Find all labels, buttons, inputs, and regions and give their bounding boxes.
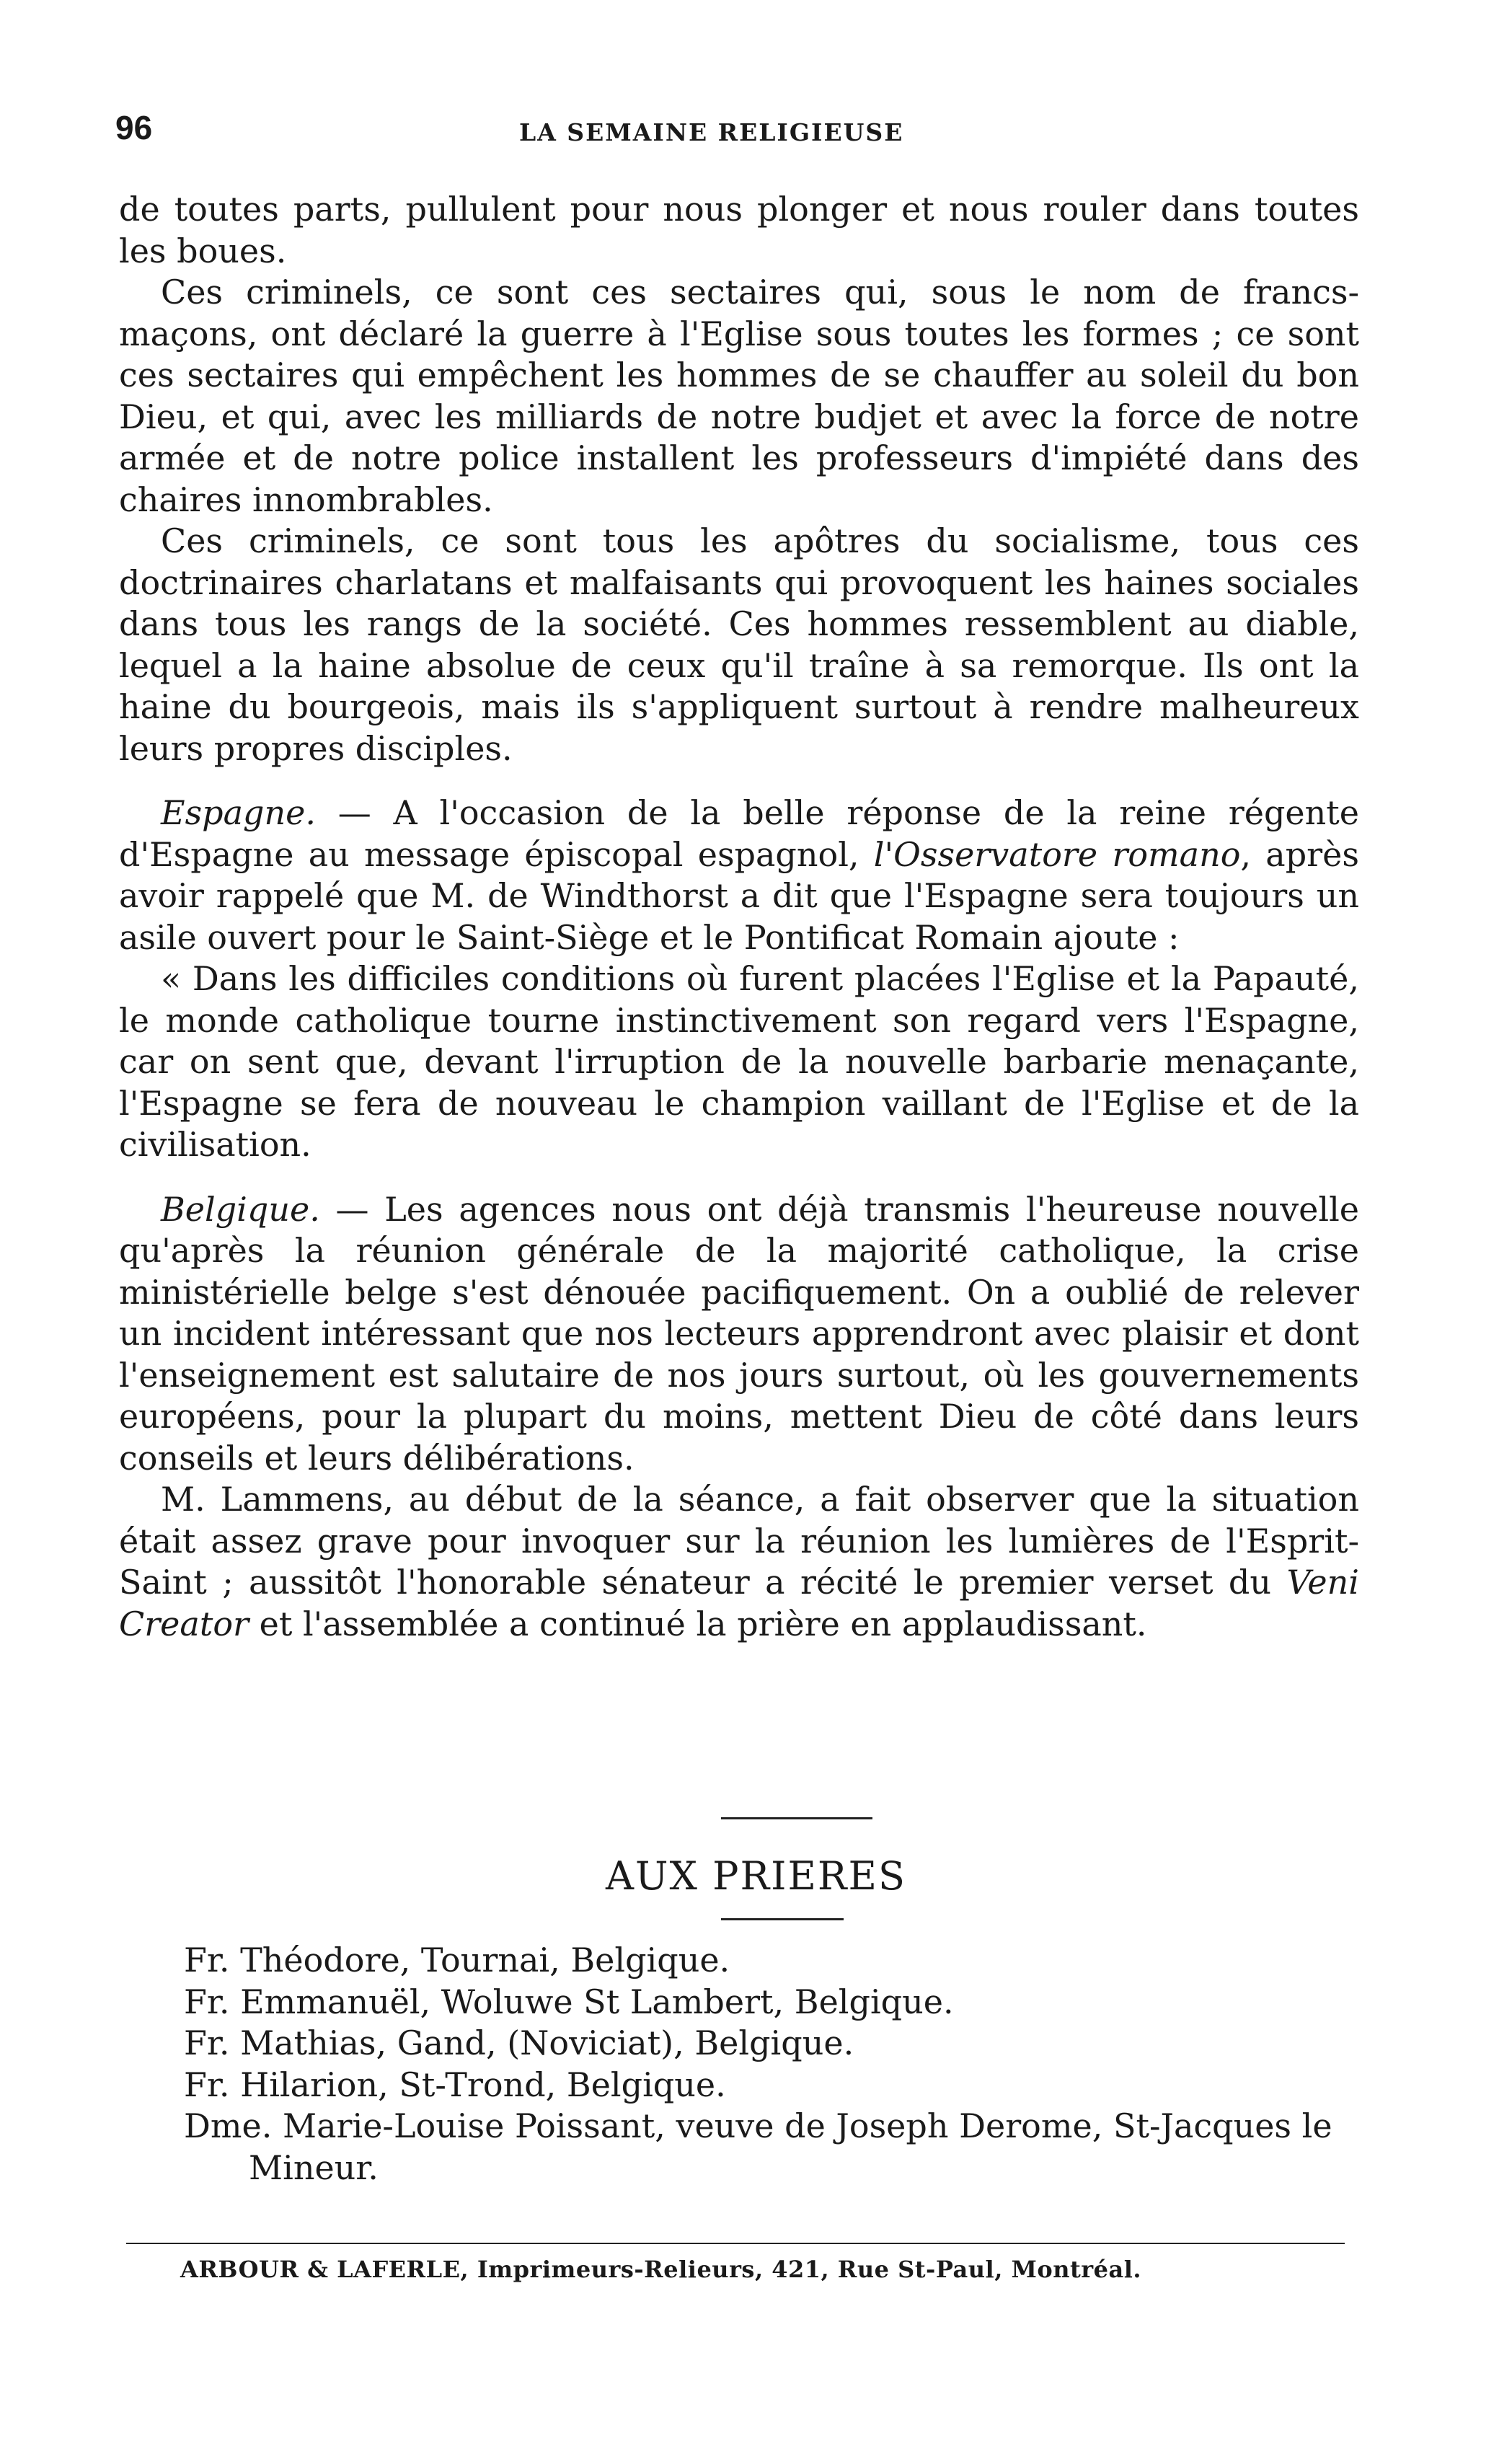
prayer-item: Fr. Hilarion, St-Trond, Belgique. [184, 2065, 726, 2104]
journal-title: l'Osservatore romano [873, 834, 1241, 874]
hymn-title: Veni Creator [119, 1563, 1359, 1643]
section-divider [721, 1817, 872, 1819]
paragraph-criminels-1: Ces criminels, ce sont ces sectaires qui, sous le nom de francs-maçons, ont déclaré la guerre à l'Eglise sous toutes les formes ; ce sont ces sectaires qui empêchent les hommes de se chauffer au soleil du bon Dieu, et qui, avec les milliards de notre budjet et avec la force de notre armée et de notre police installent les professeurs d'impiété dans des chaires innombrables. [119, 273, 1359, 519]
section-label-belgique: Belgique. [161, 1189, 320, 1229]
printer-imprint: ARBOUR & LAFERLE, Imprimeurs-Relieurs, 421, Rue St-Paul, Montréal. [180, 2256, 1142, 2283]
espagne-text-b: , après avoir rappelé que M. de Windthorst a dit que l'Espagne sera toujours un asile ouvert pour le Saint-Siège et le Pontificat Romain ajoute : [119, 834, 1359, 957]
belgique-text: — Les agences nous ont déjà transmis l'heureuse nouvelle qu'après la réunion générale de la majorité catholique, la crise ministérielle belge s'est dénouée pacifiquement. On a oublié de relever un incident intéressant que nos lecteurs apprendront avec plaisir et dont l'enseignement est salutaire de nos jours surtout, où les gouvernements européens, pour la plupart du moins, mettent Dieu de côté dans leurs conseils et leurs délibérations. [119, 1189, 1359, 1478]
prayer-item: Fr. Mathias, Gand, (Noviciat), Belgique. [184, 2023, 854, 2062]
article-body [119, 189, 1359, 1645]
paragraph-lammens [119, 1479, 1359, 1645]
prayers-list [119, 1940, 1359, 2189]
paragraph-continuation: de toutes parts, pullulent pour nous plonger et nous rouler dans toutes les boues. [119, 190, 1359, 270]
espagne-quote: « Dans les difficiles conditions où furent placées l'Eglise et la Papauté, le monde catholique tourne instinctivement son regard vers l'Espagne, car on sent que, devant l'irruption de la nouvelle barbarie menaçante, l'Espagne se fera de nouveau le champion vaillant de l'Eglise et de la civilisation. [119, 959, 1359, 1164]
prayers-heading: AUX PRIERES [606, 1853, 906, 1899]
page-number: 96 [115, 109, 153, 146]
lammens-text-a: M. Lammens, au début de la séance, a fait observer que la situation était assez grave pour invoquer sur la réunion les lumières de l'Esprit-Saint ; aussitôt l'honorable sénateur a récité le premier verset du [119, 1480, 1359, 1602]
paragraph-criminels-2: Ces criminels, ce sont tous les apôtres du socialisme, tous ces doctrinaires charlatans et malfaisants qui provoquent les haines sociales dans tous les rangs de la société. Ces hommes ressemblent au diable, lequel a la haine absolue de ceux qu'il traîne à sa remorque. Ils ont la haine du bourgeois, mais ils s'appliquent surtout à rendre malheureux leurs propres disciples. [119, 521, 1359, 768]
lammens-text-b: et l'assemblée a continué la prière en applaudissant. [249, 1604, 1147, 1643]
prayer-item: Dme. Marie-Louise Poissant, veuve de Joseph Derome, St-Jacques le Mineur. [184, 2106, 1332, 2187]
section-belgique [119, 1189, 1359, 1480]
prayer-item: Fr. Emmanuël, Woluwe St Lambert, Belgique. [184, 1982, 954, 2021]
page-header [115, 108, 1341, 159]
footer-rule [126, 2243, 1345, 2244]
section-label-espagne: Espagne. [161, 793, 316, 832]
espagne-text-a: — A l'occasion de la belle réponse de la reine régente d'Espagne au message épiscopal espagnol, [119, 793, 1359, 874]
prayer-item: Fr. Théodore, Tournai, Belgique. [184, 1941, 730, 1979]
running-title: LA SEMAINE RELIGIEUSE [519, 118, 904, 146]
section-espagne [119, 793, 1359, 958]
heading-underline [721, 1918, 844, 1920]
